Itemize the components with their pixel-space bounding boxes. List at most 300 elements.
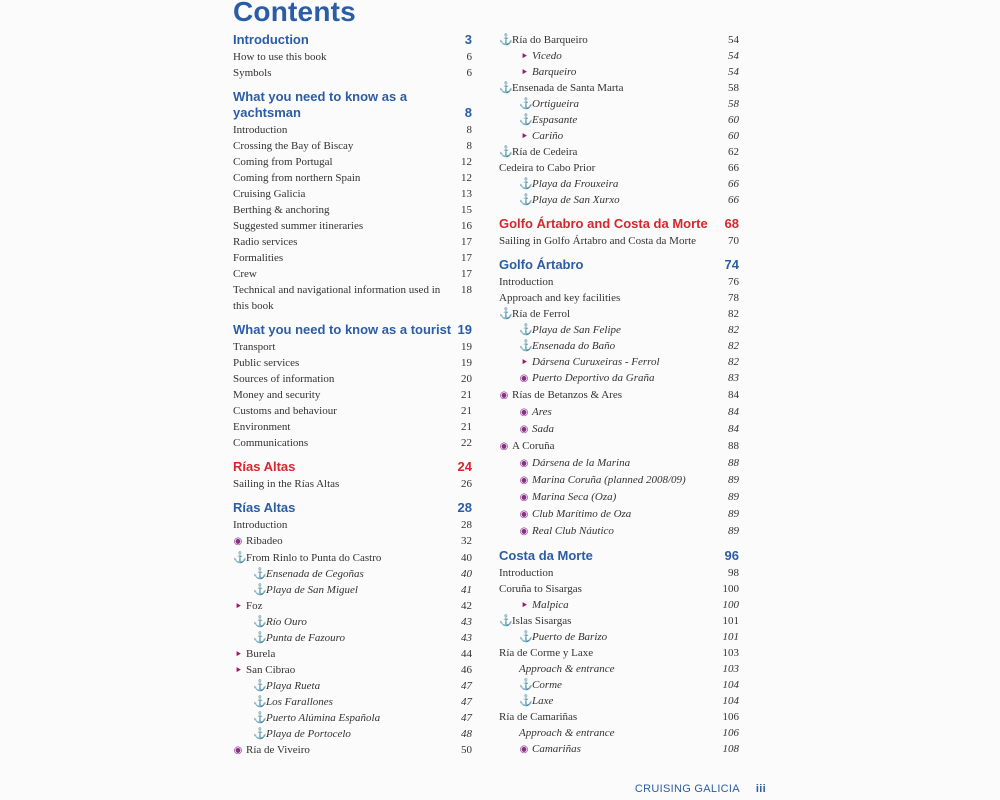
toc-section-heading (233, 500, 472, 517)
toc-label-text: Ría de Viveiro (246, 744, 310, 756)
anchor-icon: ⚓ (253, 616, 267, 628)
toc-page-number: 21 (461, 389, 472, 401)
toc-label-text: San Cibrao (246, 664, 296, 676)
toc-entry (233, 170, 472, 186)
toc-label (233, 154, 455, 170)
toc-page-number: 66 (728, 194, 739, 206)
toc-label-text: Laxe (532, 695, 554, 707)
toc-label-text: Playa de San Felipe (532, 324, 621, 336)
toc-entry (233, 138, 472, 154)
toc-label (499, 216, 708, 232)
toc-label-text: Crew (233, 268, 257, 280)
toc-page-number: 40 (461, 568, 472, 580)
marina-icon: ◉ (519, 509, 529, 520)
toc-label (499, 32, 722, 48)
toc-label-text: Rías Altas (233, 459, 296, 474)
toc-page-number: 8 (464, 105, 472, 120)
toc-entry (499, 387, 739, 404)
toc-page-number: 13 (461, 188, 472, 200)
toc-entry (233, 419, 472, 435)
toc-label-text: Coming from northern Spain (233, 172, 361, 184)
toc-label-text: Transport (233, 341, 276, 353)
toc-label-text: Suggested summer itineraries (233, 220, 364, 232)
toc-label (233, 186, 455, 202)
toc-page-number: 18 (461, 284, 472, 296)
toc-label (499, 290, 722, 306)
toc-label (233, 662, 455, 678)
toc-page-number: 8 (466, 140, 472, 152)
toc-page-number: 76 (728, 276, 739, 288)
toc-label (233, 459, 295, 475)
toc-label (233, 419, 455, 435)
toc-label (253, 678, 455, 694)
toc-label-text: Costa da Morte (499, 548, 593, 563)
toc-label-text: Formalities (233, 252, 284, 264)
toc-label (233, 89, 459, 121)
toc-label (233, 49, 461, 65)
toc-label (253, 566, 455, 582)
toc-page-number: 46 (461, 664, 472, 676)
toc-sub-entry (499, 354, 739, 370)
toc-entry (233, 65, 472, 81)
anchor-icon: ⚓ (519, 679, 533, 691)
anchor-icon: ⚓ (499, 82, 513, 94)
toc-label (499, 257, 584, 273)
toc-sub-entry (499, 597, 739, 613)
marina-icon: ◉ (233, 536, 243, 547)
toc-page-number: 88 (728, 457, 739, 469)
toc-label-text: Cruising Galicia (233, 188, 306, 200)
toc-page-number: 48 (461, 728, 472, 740)
toc-page-number: 40 (461, 552, 472, 564)
anchor-icon: ⚓ (499, 34, 513, 46)
toc-label-text: Marina Seca (Oza) (532, 491, 617, 503)
toc-entry (499, 80, 739, 96)
page-footer (635, 783, 766, 795)
anchor-icon: ⚓ (519, 695, 533, 707)
toc-label-text: Introduction (233, 519, 288, 531)
toc-label (499, 387, 722, 404)
toc-label-text: Playa de San Miguel (266, 584, 358, 596)
toc-page-number: 50 (461, 744, 472, 756)
toc-label-text: From Rinlo to Punta do Castro (246, 552, 382, 564)
toc-page-number: 106 (722, 727, 739, 739)
toc-page-number: 108 (722, 743, 739, 755)
toc-page-number: 47 (461, 680, 472, 692)
toc-label-text: Coming from Portugal (233, 156, 333, 168)
toc-page-number: 6 (466, 67, 472, 79)
fishing-port-icon: ⯈ (520, 357, 528, 367)
toc-page-number: 19 (461, 357, 472, 369)
toc-sub-entry (233, 614, 472, 630)
toc-entry (499, 290, 739, 306)
toc-label (519, 64, 722, 80)
toc-entry (499, 274, 739, 290)
toc-sub-entry (499, 677, 739, 693)
toc-page-number: 101 (722, 631, 739, 643)
toc-entry (233, 266, 472, 282)
toc-label (519, 112, 722, 128)
toc-label (233, 435, 455, 451)
toc-label-text: Islas Sisargas (512, 615, 572, 627)
marina-icon: ◉ (519, 373, 529, 384)
toc-entry (233, 154, 472, 170)
toc-entry (233, 387, 472, 403)
anchor-icon: ⚓ (519, 340, 533, 352)
toc-page-number: 89 (728, 508, 739, 520)
toc-sub-entry (499, 661, 739, 677)
toc-sub-entry (499, 338, 739, 354)
toc-label (499, 613, 717, 629)
toc-page-number: 12 (461, 172, 472, 184)
toc-page-number: 43 (461, 616, 472, 628)
toc-sub-entry (233, 710, 472, 726)
toc-label (499, 709, 717, 725)
toc-label (253, 614, 455, 630)
toc-page-number: 17 (461, 252, 472, 264)
toc-label (519, 506, 722, 523)
toc-label-text: Sailing in the Rías Altas (233, 478, 340, 490)
toc-page-number: 54 (728, 66, 739, 78)
toc-label-text: Río Ouro (266, 616, 307, 628)
toc-sub-entry (499, 404, 739, 421)
toc-label (519, 338, 722, 354)
toc-sub-entry (499, 96, 739, 112)
toc-label-text: Introduction (499, 276, 554, 288)
toc-label-text: Dársena Curuxeiras - Ferrol (532, 356, 660, 368)
toc-label-text: Cedeira to Cabo Prior (499, 162, 596, 174)
toc-label (499, 581, 717, 597)
toc-page-number: 82 (728, 308, 739, 320)
toc-page-number: 20 (461, 373, 472, 385)
toc-label (499, 438, 722, 455)
toc-entry (233, 646, 472, 662)
toc-label-text: Ría de Ferrol (512, 308, 571, 320)
toc-label (233, 517, 455, 533)
toc-label-text: Public services (233, 357, 300, 369)
toc-page-number: 89 (728, 525, 739, 537)
toc-label (253, 694, 455, 710)
anchor-icon: ⚓ (519, 631, 533, 643)
toc-label (499, 233, 722, 249)
toc-label-text: Malpica (532, 599, 569, 611)
toc-page-number: 6 (466, 51, 472, 63)
toc-entry (233, 355, 472, 371)
toc-page-number: 74 (724, 257, 739, 272)
toc-label-text: Vicedo (532, 50, 562, 62)
toc-page-number: 82 (728, 356, 739, 368)
toc-entry (233, 234, 472, 250)
toc-entry (233, 742, 472, 759)
marina-icon: ◉ (519, 492, 529, 503)
toc-label-text: Puerto Deportivo da Graña (532, 372, 655, 384)
toc-page-number: 22 (461, 437, 472, 449)
anchor-icon: ⚓ (253, 568, 267, 580)
toc-label (499, 565, 722, 581)
toc-label-text: Ensenada do Baño (532, 340, 616, 352)
anchor-icon: ⚓ (519, 114, 533, 126)
fishing-port-icon: ⯈ (234, 665, 242, 675)
toc-page-number: 58 (728, 82, 739, 94)
toc-page-number: 54 (728, 34, 739, 46)
toc-label (233, 170, 455, 186)
toc-label (519, 661, 717, 677)
toc-label (233, 646, 455, 662)
toc-label (233, 282, 455, 314)
toc-page-number: 47 (461, 696, 472, 708)
toc-label-text: Customs and behaviour (233, 405, 337, 417)
toc-label (233, 122, 461, 138)
toc-entry (233, 550, 472, 566)
toc-sub-entry (233, 694, 472, 710)
toc-label-text: Symbols (233, 67, 272, 79)
toc-label (519, 322, 722, 338)
anchor-icon: ⚓ (519, 324, 533, 336)
toc-sub-entry (499, 725, 739, 741)
toc-label (499, 548, 593, 564)
toc-page-number: 3 (464, 32, 472, 47)
toc-label-text: Golfo Ártabro and Costa da Morte (499, 216, 708, 231)
toc-label (233, 250, 455, 266)
marina-icon: ◉ (519, 407, 529, 418)
toc-sub-entry (499, 455, 739, 472)
anchor-icon: ⚓ (519, 98, 533, 110)
toc-label (519, 693, 717, 709)
toc-label (233, 550, 455, 566)
toc-sub-entry (499, 506, 739, 523)
fishing-port-icon: ⯈ (520, 67, 528, 77)
toc-sub-entry (499, 421, 739, 438)
toc-page-number: 104 (722, 679, 739, 691)
toc-label (519, 404, 722, 421)
toc-label (233, 65, 461, 81)
toc-entry (233, 371, 472, 387)
toc-page-number: 66 (728, 162, 739, 174)
toc-page-number: 54 (728, 50, 739, 62)
marina-icon: ◉ (519, 475, 529, 486)
toc-entry (499, 613, 739, 629)
toc-sub-entry (233, 678, 472, 694)
toc-left-column (233, 32, 472, 759)
toc-label-text: Playa de Portocelo (266, 728, 351, 740)
toc-label (233, 322, 451, 338)
toc-page-number: 12 (461, 156, 472, 168)
toc-entry (233, 186, 472, 202)
toc-page-number: 89 (728, 491, 739, 503)
toc-label-text: Approach & entrance (519, 663, 615, 675)
anchor-icon: ⚓ (519, 194, 533, 206)
toc-page-number: 24 (457, 459, 472, 474)
toc-sub-entry (499, 523, 739, 540)
toc-entry (233, 662, 472, 678)
toc-label (233, 476, 455, 492)
marina-icon: ◉ (519, 424, 529, 435)
footer-page-number: iii (755, 783, 766, 795)
toc-page-number: 88 (728, 440, 739, 452)
toc-page-number: 96 (724, 548, 739, 563)
toc-entry (233, 282, 472, 314)
toc-section-heading (233, 32, 472, 49)
toc-page-number: 68 (724, 216, 739, 231)
toc-entry (499, 581, 739, 597)
toc-label (499, 160, 722, 176)
toc-label-text: Technical and navigational information used in this book (233, 284, 441, 312)
toc-page-number: 41 (461, 584, 472, 596)
toc-label-text: Introduction (233, 32, 309, 47)
toc-sub-entry (499, 629, 739, 645)
toc-label-text: Playa da Frouxeira (532, 178, 619, 190)
toc-label (253, 726, 455, 742)
toc-section-heading (499, 216, 739, 233)
toc-page-number: 19 (461, 341, 472, 353)
toc-sub-entry (499, 128, 739, 144)
toc-label-text: Rías Altas (233, 500, 296, 515)
toc-page-number: 58 (728, 98, 739, 110)
toc-label-text: Los Farallones (266, 696, 333, 708)
fishing-port-icon: ⯈ (234, 649, 242, 659)
toc-sub-entry (499, 64, 739, 80)
anchor-icon: ⚓ (233, 552, 247, 564)
toc-sub-entry (499, 741, 739, 758)
toc-page-number: 82 (728, 324, 739, 336)
fishing-port-icon: ⯈ (520, 51, 528, 61)
toc-section-heading (233, 322, 472, 339)
toc-page-number: 78 (728, 292, 739, 304)
toc-entry (233, 403, 472, 419)
toc-sub-entry (499, 192, 739, 208)
toc-page-number: 26 (461, 478, 472, 490)
toc-label-text: Marina Coruña (planned 2008/09) (532, 474, 686, 486)
toc-label-text: Ribadeo (246, 535, 283, 547)
toc-label-text: Puerto de Barizo (532, 631, 608, 643)
toc-page-number: 32 (461, 535, 472, 547)
toc-page-number: 98 (728, 567, 739, 579)
toc-label-text: Ría do Barqueiro (512, 34, 588, 46)
toc-label (519, 192, 722, 208)
toc-label (499, 306, 722, 322)
toc-label-text: What you need to know as a tourist (233, 322, 452, 337)
toc-entry (233, 202, 472, 218)
toc-page-number: 44 (461, 648, 472, 660)
toc-label-text: Introduction (233, 124, 288, 136)
toc-label-text: Punta de Fazouro (266, 632, 346, 644)
toc-label-text: Approach & entrance (519, 727, 615, 739)
toc-page-number: 100 (722, 599, 739, 611)
toc-page-number: 104 (722, 695, 739, 707)
toc-label-text: Barqueiro (532, 66, 577, 78)
anchor-icon: ⚓ (519, 178, 533, 190)
toc-sub-entry (499, 176, 739, 192)
toc-entry (233, 533, 472, 550)
toc-page-number: 42 (461, 600, 472, 612)
toc-label (519, 629, 717, 645)
toc-sub-entry (499, 472, 739, 489)
toc-page-number: 103 (722, 647, 739, 659)
toc-page-number: 89 (728, 474, 739, 486)
toc-label-text: Communications (233, 437, 309, 449)
toc-section-heading (499, 257, 739, 274)
toc-label-text: Club Marítimo de Oza (532, 508, 632, 520)
toc-label (233, 266, 455, 282)
anchor-icon: ⚓ (499, 308, 513, 320)
toc-label (519, 472, 722, 489)
toc-label (519, 48, 722, 64)
toc-label (233, 234, 455, 250)
toc-page-number: 21 (461, 421, 472, 433)
toc-page-number: 84 (728, 406, 739, 418)
toc-entry (499, 160, 739, 176)
toc-entry (499, 32, 739, 48)
toc-label-text: Berthing & anchoring (233, 204, 330, 216)
anchor-icon: ⚓ (499, 615, 513, 627)
toc-page-number: 101 (722, 615, 739, 627)
toc-label (519, 176, 722, 192)
toc-label-text: Money and security (233, 389, 321, 401)
anchor-icon: ⚓ (253, 680, 267, 692)
toc-label (519, 370, 722, 387)
toc-label-text: Puerto Alúmina Española (266, 712, 381, 724)
toc-entry (233, 250, 472, 266)
toc-entry (233, 122, 472, 138)
toc-label-text: Corme (532, 679, 562, 691)
toc-label-text: Ares (532, 406, 552, 418)
marina-icon: ◉ (499, 441, 509, 452)
toc-entry (499, 565, 739, 581)
toc-label (499, 80, 722, 96)
toc-label (233, 371, 455, 387)
toc-label (233, 742, 455, 759)
toc-sub-entry (499, 693, 739, 709)
toc-label-text: Rías de Betanzos & Ares (512, 389, 622, 401)
toc-page-number: 47 (461, 712, 472, 724)
toc-label (519, 741, 717, 758)
toc-label-text: Foz (246, 600, 263, 612)
toc-label (499, 274, 722, 290)
toc-right-column (499, 32, 739, 758)
toc-label-text: What you need to know as a yachtsman (233, 89, 408, 120)
toc-label-text: Real Club Náutico (532, 525, 614, 537)
toc-label-text: Playa Rueta (266, 680, 321, 692)
toc-label-text: Sailing in Golfo Ártabro and Costa da Morte (499, 235, 697, 247)
anchor-icon: ⚓ (253, 712, 267, 724)
anchor-icon: ⚓ (499, 146, 513, 158)
toc-label (519, 96, 722, 112)
toc-label (233, 339, 455, 355)
toc-sub-entry (499, 112, 739, 128)
marina-icon: ◉ (499, 390, 509, 401)
toc-sub-entry (499, 489, 739, 506)
toc-label (499, 645, 717, 661)
anchor-icon: ⚓ (253, 728, 267, 740)
anchor-icon: ⚓ (253, 632, 267, 644)
toc-label (233, 202, 455, 218)
toc-label-text: Environment (233, 421, 291, 433)
toc-sub-entry (233, 566, 472, 582)
toc-label (499, 144, 722, 160)
toc-page-number: 62 (728, 146, 739, 158)
toc-sub-entry (233, 582, 472, 598)
toc-label (233, 533, 455, 550)
toc-page-number: 43 (461, 632, 472, 644)
toc-page-number: 84 (728, 389, 739, 401)
toc-entry (499, 233, 739, 249)
toc-label-text: How to use this book (233, 51, 327, 63)
toc-label-text: Ensenada de Santa Marta (512, 82, 624, 94)
marina-icon: ◉ (519, 458, 529, 469)
toc-label (233, 138, 461, 154)
toc-label (519, 354, 722, 370)
toc-page-number: 66 (728, 178, 739, 190)
